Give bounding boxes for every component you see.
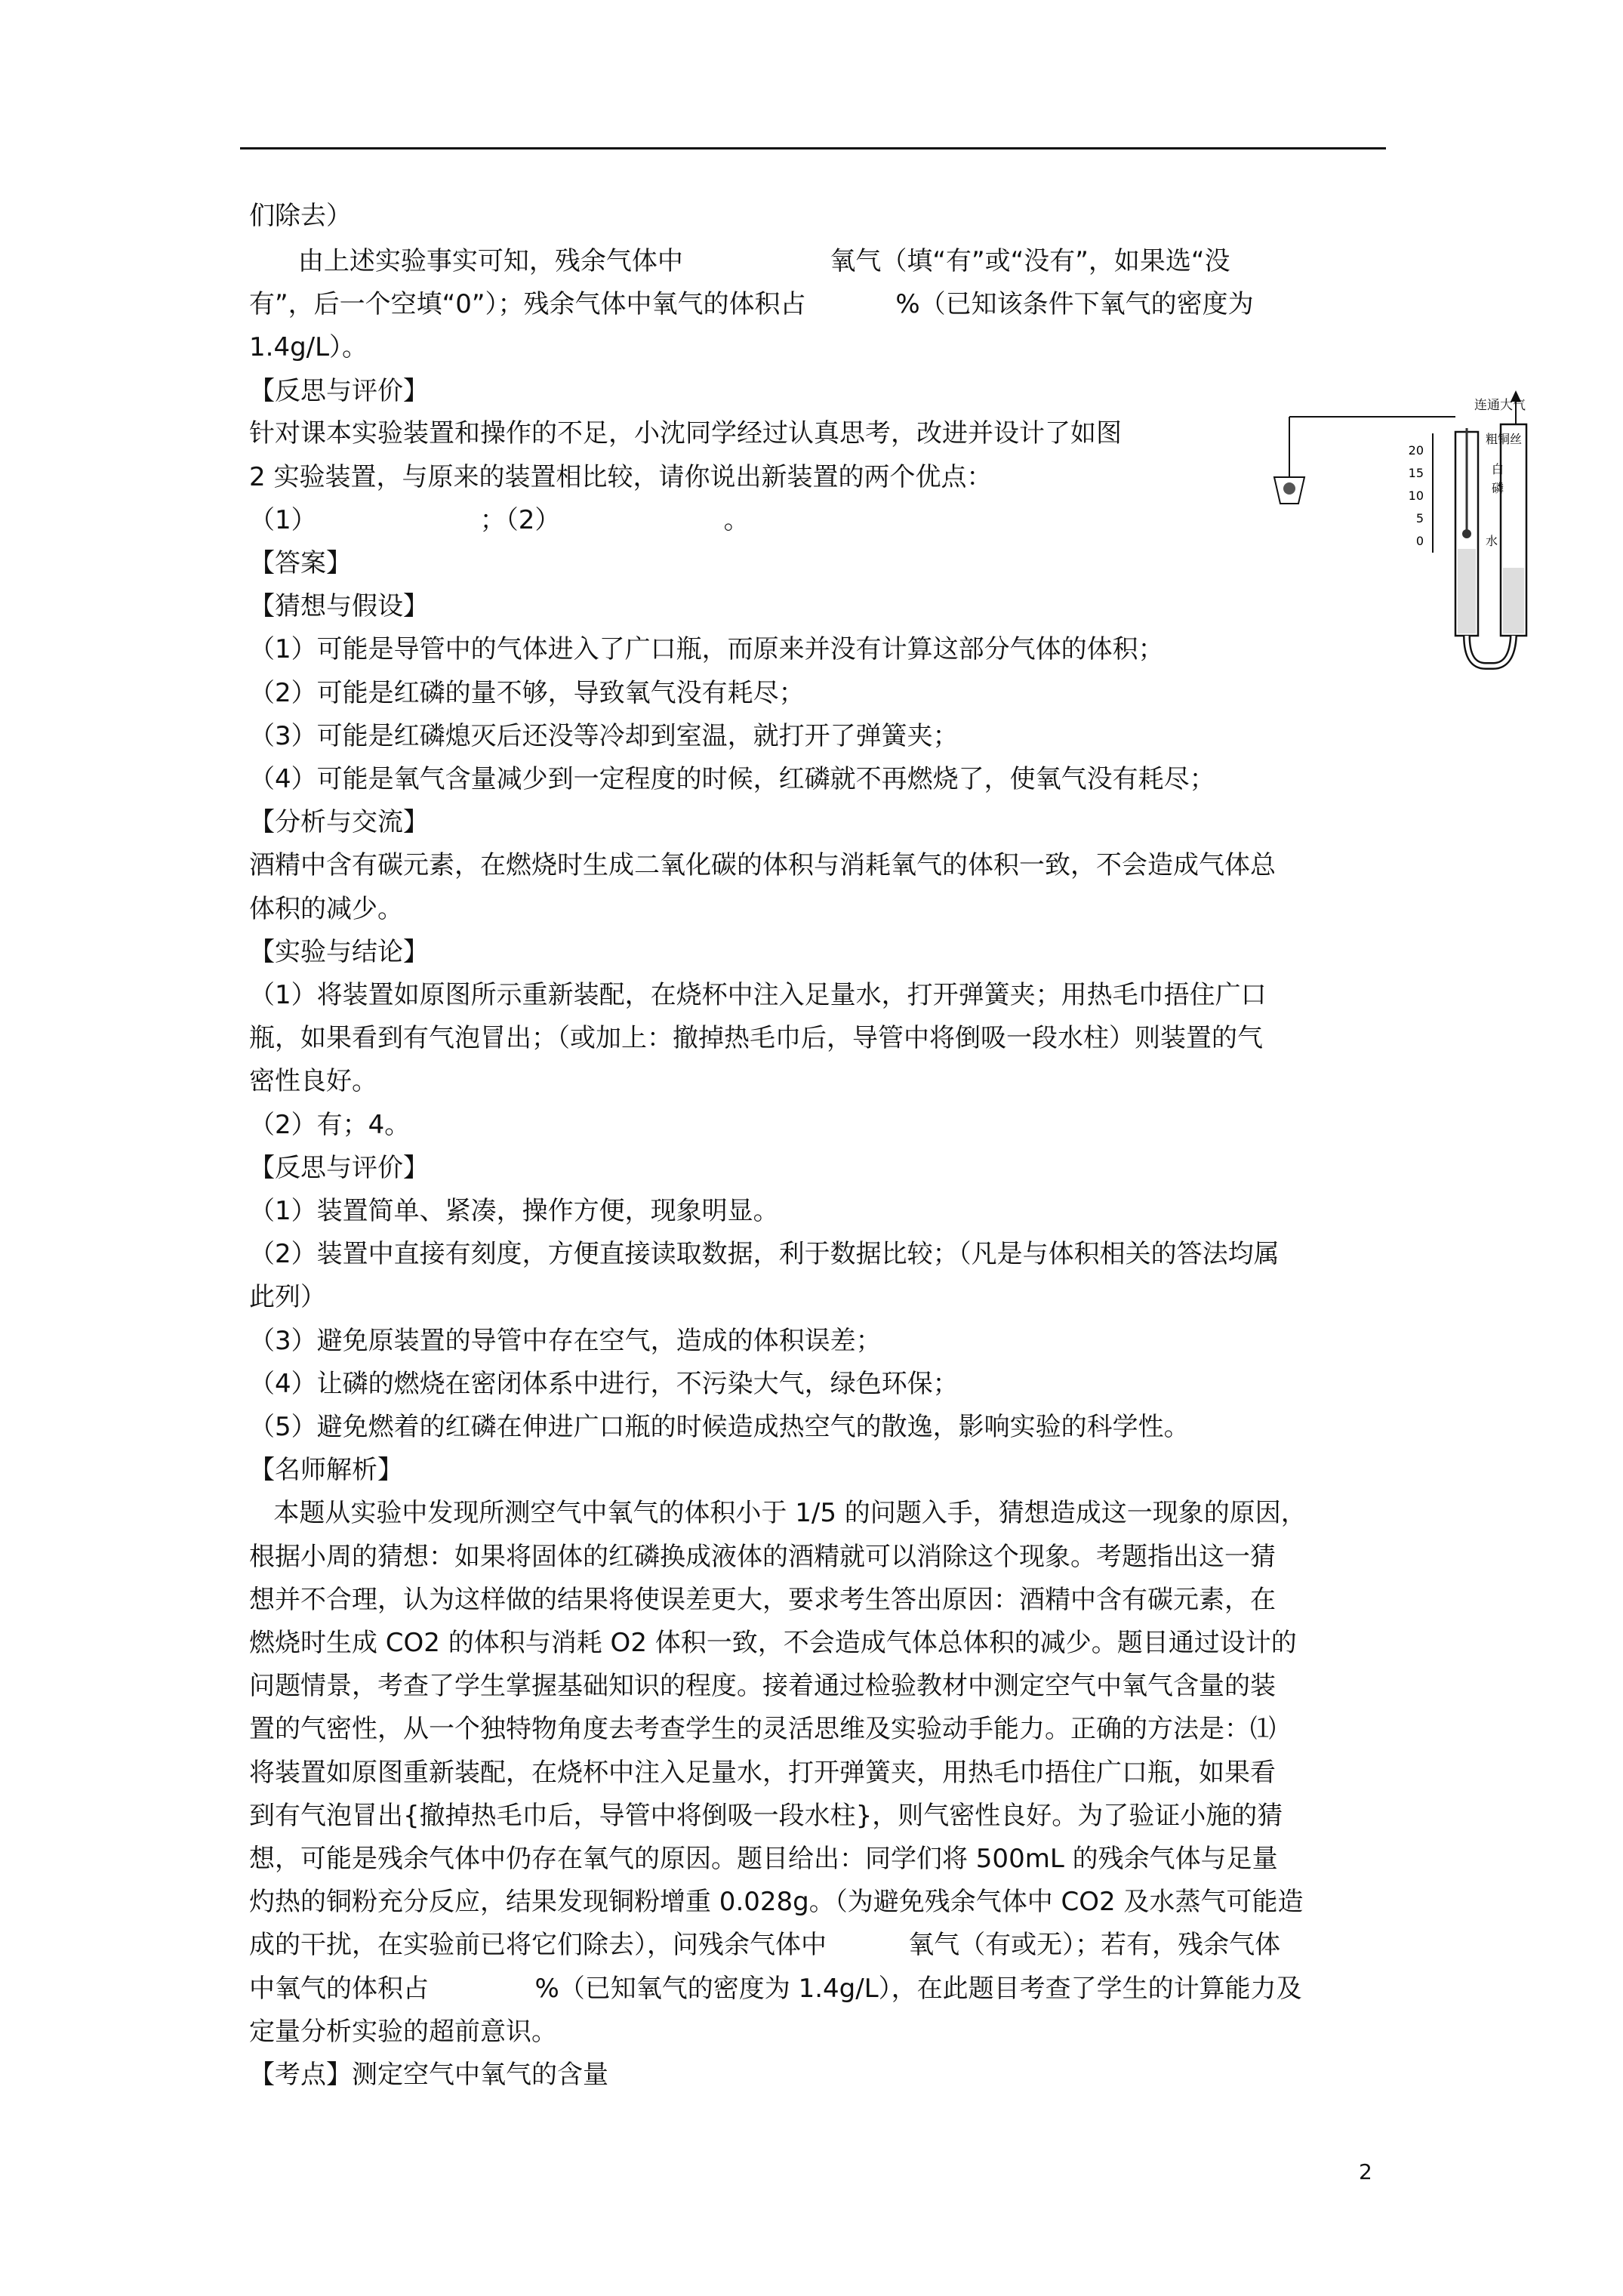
section-heading: 【猜想与假设】 xyxy=(249,591,429,621)
water-fill-right xyxy=(1503,568,1524,633)
section-heading: 【分析与交流】 xyxy=(249,807,429,837)
text-line: 将装置如原图重新装配，在烧杯中注入足量水，打开弹簧夹，用热毛巾捂住广口瓶，如果看 xyxy=(249,1758,1276,1788)
text-line: （3）避免原装置的导管中存在空气，造成的体积误差； xyxy=(249,1326,882,1356)
text-line: 密性良好。 xyxy=(249,1066,377,1096)
text-line: 2 实验装置，与原来的装置相比较，请你说出新装置的两个优点： xyxy=(249,462,993,492)
text-line: 想，可能是残余气体中仍存在氧气的原因。题目给出：同学们将 500mL 的残余气体与足量 xyxy=(249,1844,1278,1874)
text-line: （1）将装置如原图所示重新装配，在烧杯中注入足量水，打开弹簧夹；用热毛巾捂住广口 xyxy=(249,980,1267,1010)
scale-label: 20 xyxy=(1408,443,1424,458)
section-heading: 【反思与评价】 xyxy=(249,376,429,406)
text-line: 成的干扰，在实验前已将它们除去），问残余气体中 氧气（有或无）；若有，残余气体 xyxy=(249,1930,1281,1960)
text-line: 此列） xyxy=(249,1282,326,1312)
text-line: （2）装置中直接有刻度，方便直接读取数据，利于数据比较；（凡是与体积相关的答法均属 xyxy=(249,1239,1280,1269)
text-line: （2）有；4。 xyxy=(249,1110,411,1140)
scale-label: 15 xyxy=(1408,466,1424,480)
text-line: 置的气密性，从一个独特物角度去考查学生的灵活思维及实验动手能力。正确的方法是：⑴ xyxy=(249,1714,1276,1744)
text-line: （1） ；（2） 。 xyxy=(249,505,750,535)
text-line: （4）让磷的燃烧在密闭体系中进行，不污染大气，绿色环保； xyxy=(249,1369,959,1399)
text-line: 有”，后一个空填“0”）；残余气体中氧气的体积占 %（已知该条件下氧气的密度为 xyxy=(249,289,1254,319)
text-line: 由上述实验事实可知，残余气体中 氧气（填“有”或“没有”，如果选“没 xyxy=(249,246,1230,276)
header-rule xyxy=(240,147,1386,149)
label-copper-wire: 粗铜丝 xyxy=(1486,432,1523,446)
text-line: 想并不合理，认为这样做的结果将使误差更大，要求考生答出原因：酒精中含有碳元素，在 xyxy=(249,1585,1276,1615)
section-heading: 【反思与评价】 xyxy=(249,1153,429,1183)
scale-label: 0 xyxy=(1415,534,1424,548)
section-heading: 【名师解析】 xyxy=(249,1455,403,1485)
label-connect-atmosphere: 连通大气 xyxy=(1474,398,1526,413)
text-line: 酒精中含有碳元素，在燃烧时生成二氧化碳的体积与消耗氧气的体积一致，不会造成气体总 xyxy=(249,850,1276,880)
text-line: 燃烧时生成 CO2 的体积与消耗 O2 体积一致，不会造成气体总体积的减少。题目通过设计的 xyxy=(249,1628,1297,1658)
section-heading: 【考点】测定空气中氧气的含量 xyxy=(249,2060,608,2090)
text-line: 问题情景，考查了学生掌握基础知识的程度。接着通过检验教材中测定空气中氧气含量的装 xyxy=(249,1671,1276,1701)
text-line: 们除去） xyxy=(249,201,352,231)
page-number: 2 xyxy=(1359,2159,1372,2184)
scale-label: 10 xyxy=(1408,488,1424,503)
label-water: 水 xyxy=(1486,534,1498,548)
text-line: 到有气泡冒出{撤掉热毛巾后，导管中将倒吸一段水柱}，则气密性良好。为了验证小施的猜 xyxy=(249,1801,1283,1831)
text-line: 体积的减少。 xyxy=(249,894,403,924)
phosphorus-dot xyxy=(1462,529,1471,538)
text-line: （1）装置简单、紧凑，操作方便，现象明显。 xyxy=(249,1196,779,1226)
text-line: 瓶，如果看到有气泡冒出；（或加上：撤掉热毛巾后，导管中将倒吸一段水柱）则装置的气 xyxy=(249,1023,1263,1053)
section-heading: 【答案】 xyxy=(249,548,352,578)
text-line: 1.4g/L）。 xyxy=(249,332,368,362)
water-fill-left xyxy=(1458,549,1476,633)
text-line: 中氧气的体积占 %（已知氧气的密度为 1.4g/L），在此题目考查了学生的计算能力及 xyxy=(249,1974,1302,2004)
text-line: （3）可能是红磷熄灭后还没等冷却到室温，就打开了弹簧夹； xyxy=(249,721,959,751)
apparatus-figure xyxy=(1259,387,1561,673)
text-line: 根据小周的猜想：如果将固体的红磷换成液体的酒精就可以消除这个现象。考题指出这一猜 xyxy=(249,1542,1276,1572)
text-line: （4）可能是氧气含量减少到一定程度的时候，红磷就不再燃烧了，使氧气没有耗尽； xyxy=(249,764,1215,794)
section-heading: 【实验与结论】 xyxy=(249,937,429,967)
label-phosphorus: 磷 xyxy=(1492,481,1504,495)
text-line: 本题从实验中发现所测空气中氧气的体积小于 1/5 的问题入手，猜想造成这一现象的原因， xyxy=(249,1498,1307,1528)
scale-label: 5 xyxy=(1415,511,1424,525)
text-line: 针对课本实验装置和操作的不足，小沈同学经过认真思考，改进并设计了如图 xyxy=(249,418,1122,448)
text-line: 灼热的铜粉充分反应，结果发现铜粉增重 0.028g。（为避免残余气体中 CO2 及水蒸气可能造 xyxy=(249,1887,1304,1917)
text-line: （5）避免燃着的红磷在伸进广口瓶的时候造成热空气的散逸，影响实验的科学性。 xyxy=(249,1412,1190,1442)
text-line: （1）可能是导管中的气体进入了广口瓶，而原来并没有计算这部分气体的体积； xyxy=(249,634,1164,664)
label-phosphorus: 白 xyxy=(1492,462,1504,476)
text-line: （2）可能是红磷的量不够，导致氧气没有耗尽； xyxy=(249,678,805,708)
text-line: 定量分析实验的超前意识。 xyxy=(249,2017,557,2047)
